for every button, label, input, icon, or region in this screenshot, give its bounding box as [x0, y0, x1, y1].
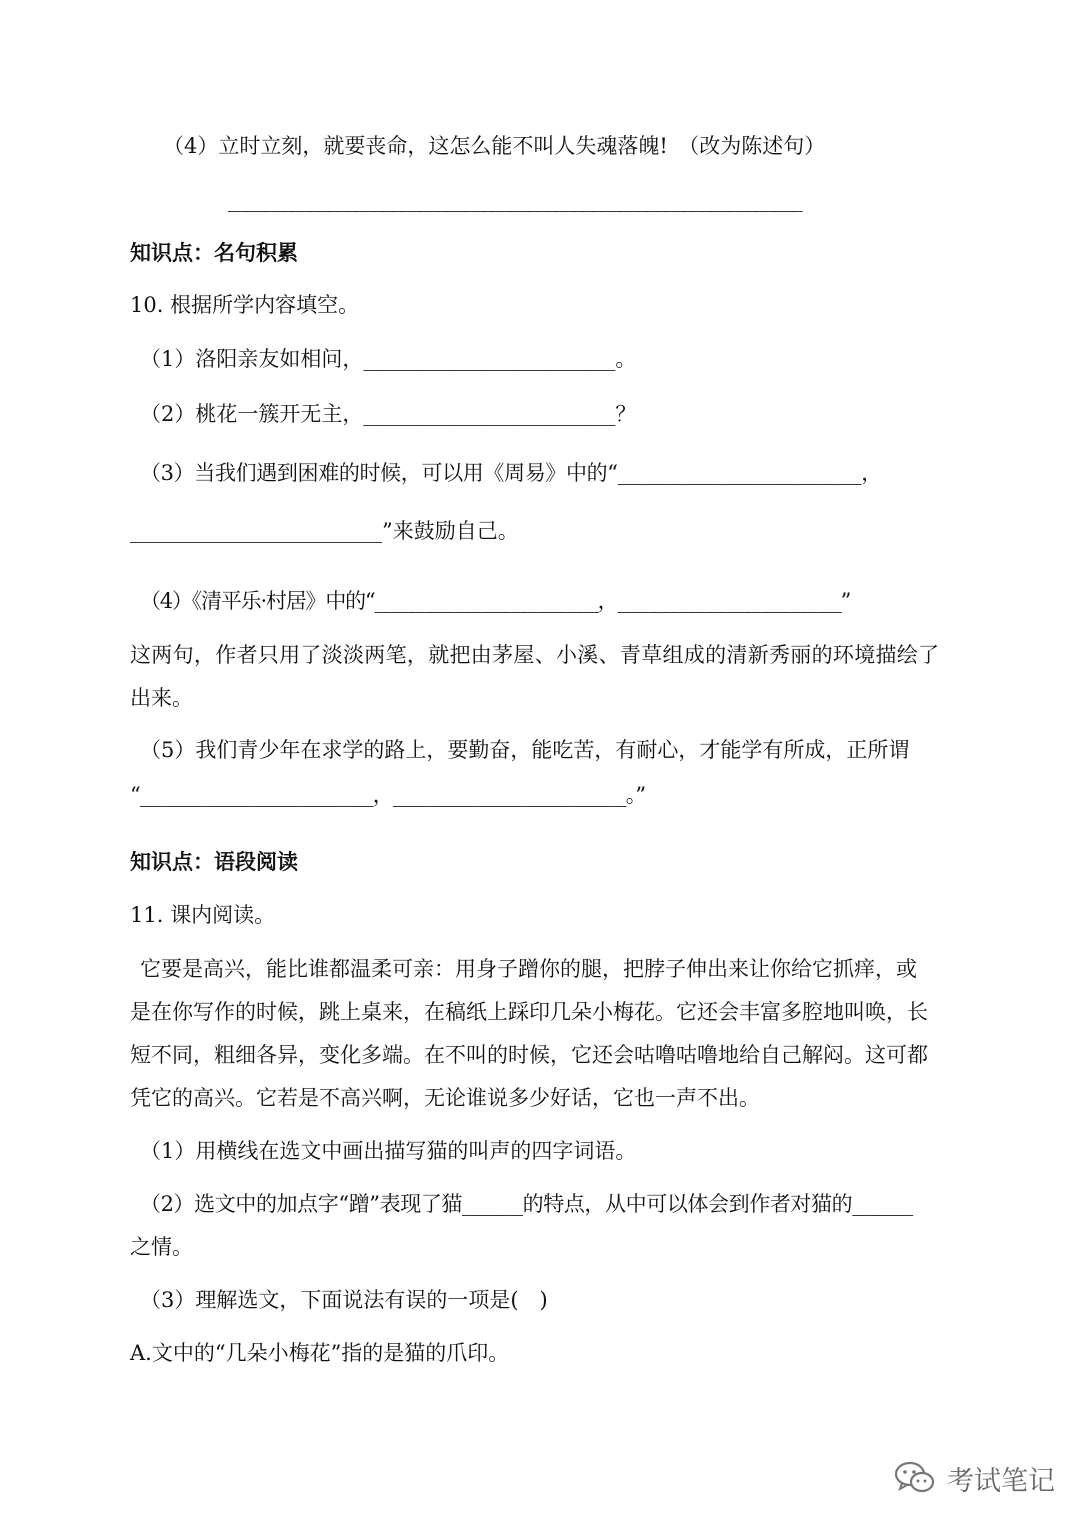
- passage-line-3: 短不同，粗细各异，变化多端。在不叫的时候，它还会咕噜咕噜地给自己解闷。这可都: [130, 1043, 928, 1067]
- watermark: [893, 1458, 1055, 1498]
- question-11-3: （3）理解选文，下面说法有误的一项是( ): [140, 1288, 548, 1312]
- question-10-5-blanks: “________________________，________________________。”: [130, 783, 646, 807]
- passage-line-1: 它要是高兴，能比谁都温柔可亲：用身子蹭你的腿，把脖子伸出来让你给它抓痒，或: [140, 957, 917, 981]
- option-a: A.文中的“几朵小梅花”指的是猫的爪印。: [130, 1341, 510, 1365]
- question-11-2: （2）选文中的加点字“蹭”表现了猫______的特点，从中可以体会到作者对猫的______: [140, 1192, 913, 1216]
- section-heading-reading: 知识点：语段阅读: [130, 850, 298, 874]
- question-10-5: （5）我们青少年在求学的路上，要勤奋，能吃苦，有耐心，才能学有所成，正所谓: [140, 738, 910, 762]
- section-heading-quotes: 知识点：名句积累: [130, 241, 298, 265]
- question-10-3-cont: ________________________”来鼓励自己。: [130, 519, 519, 543]
- question-10: 10. 根据所学内容填空。: [130, 293, 360, 317]
- watermark-text: 考试笔记: [947, 1465, 1055, 1497]
- question-10-4: （4）《清平乐·村居》中的“________________________，________________________”: [140, 589, 851, 613]
- answer-line: _______________________________________________________________: [228, 188, 802, 212]
- question-10-2: （2）桃花一簇开无主，________________________？: [140, 402, 637, 426]
- question-9-4: （4）立时立刻，就要丧命，这怎么能不叫人失魂落魄! （改为陈述句）: [163, 134, 826, 158]
- question-10-4-line3: 出来。: [130, 686, 193, 710]
- wechat-icon: [893, 1460, 937, 1496]
- question-10-3: （3）当我们遇到困难的时候，可以用《周易》中的“________________________，: [140, 461, 882, 485]
- passage-line-4: 凭它的高兴。它若是不高兴啊，无论谁说多少好话，它也一声不出。: [130, 1086, 760, 1110]
- passage-line-2: 是在你写作的时候，跳上桌来，在稿纸上踩印几朵小梅花。它还会丰富多腔地叫唤，长: [130, 1000, 928, 1024]
- question-11-2-cont: 之情。: [130, 1235, 193, 1259]
- question-11-1: （1）用横线在选文中画出描写猫的叫声的四字词语。: [140, 1139, 637, 1163]
- question-11: 11. 课内阅读。: [130, 903, 276, 927]
- question-10-4-line2: 这两句，作者只用了淡淡两笔，就把由茅屋、小溪、青草组成的清新秀丽的环境描绘了: [130, 643, 940, 667]
- question-10-1: （1）洛阳亲友如相问，________________________。: [140, 347, 637, 371]
